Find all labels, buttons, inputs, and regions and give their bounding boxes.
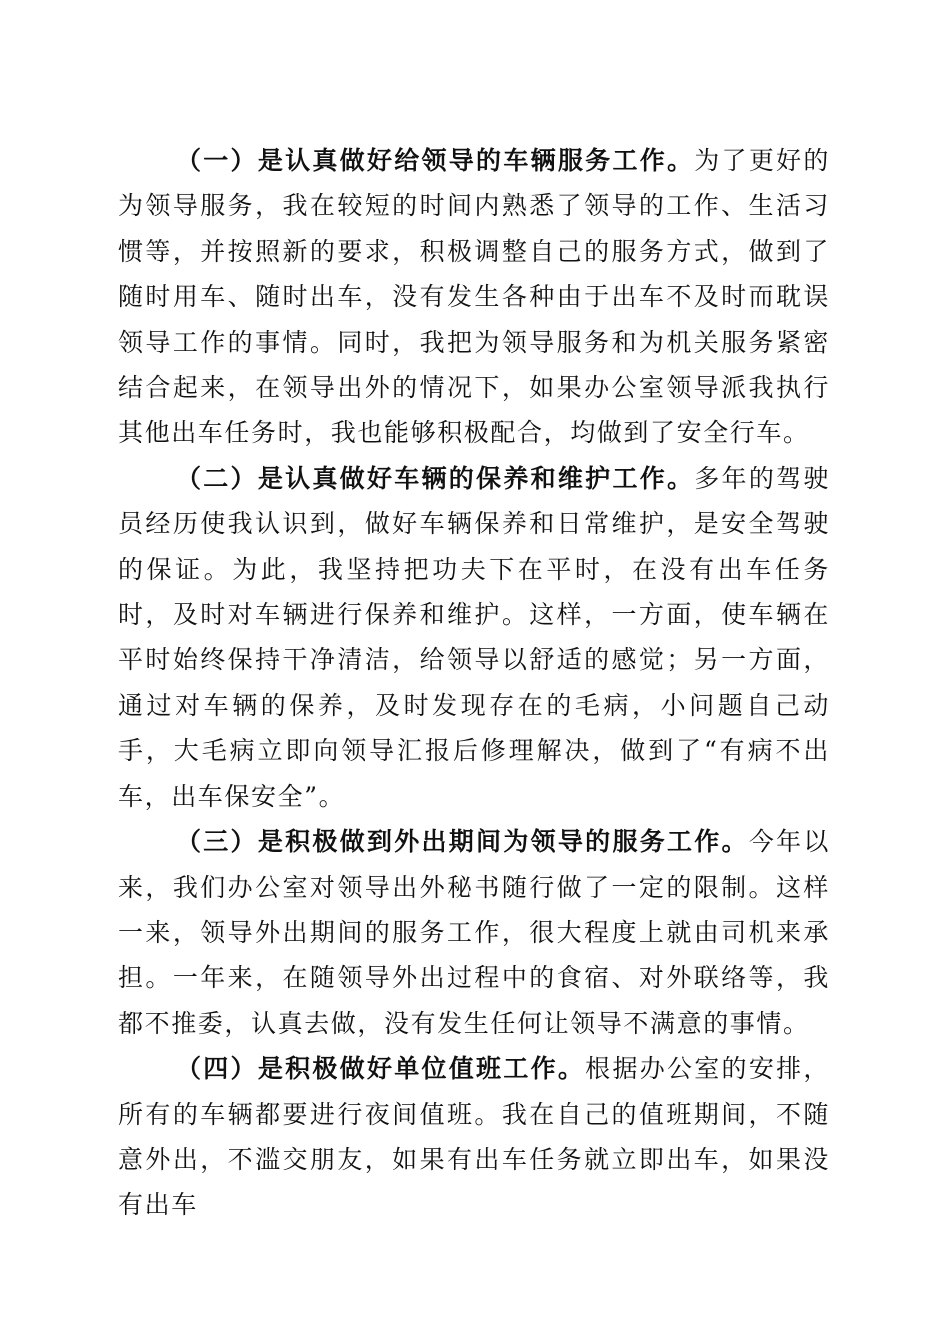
paragraph-4 [118,1046,830,1228]
document-body [118,138,830,1228]
paragraph-3-text: 今年以来，我们办公室对领导出外秘书随行做了一定的限制。这样一来，领导外出期间的服务工作，很大程度上就由司机来承担。一年来，在随领导外出过程中的食宿、对外联络等，我都不推委，认真去做，没有发生任何让领导不满意的事情。 [118,827,830,1038]
paragraph-1-heading: （一）是认真做好给领导的车辆服务工作。 [176,146,695,175]
paragraph-4-text: 根据办公室的安排，所有的车辆都要进行夜间值班。我在自己的值班期间，不随意外出，不滥交朋友，如果有出车任务就立即出车，如果没有出车 [118,1054,830,1220]
paragraph-2-heading: （二）是认真做好车辆的保养和维护工作。 [176,463,695,493]
paragraph-2 [118,456,830,819]
paragraph-1-text: 为了更好的为领导服务，我在较短的时间内熟悉了领导的工作、生活习惯等，并按照新的要求，积极调整自己的服务方式，做到了随时用车、随时出车，没有发生各种由于出车不及时而耽误领导工作的事情。同时，我把为领导服务和为机关服务紧密结合起来，在领导出外的情况下，如果办公室领导派我执行其他出车任务时，我也能够积极配合，均做到了安全行车。 [118,146,830,448]
paragraph-4-heading: （四）是积极做好单位值班工作。 [176,1054,586,1084]
paragraph-3-heading: （三）是积极做到外出期间为领导的服务工作。 [176,827,749,857]
paragraph-3 [118,819,830,1046]
paragraph-2-text: 多年的驾驶员经历使我认识到，做好车辆保养和日常维护，是安全驾驶的保证。为此，我坚持把功夫下在平时，在没有出车任务时，及时对车辆进行保养和维护。这样，一方面，使车辆在平时始终保持干净清洁，给领导以舒适的感觉；另一方面，通过对车辆的保养，及时发现存在的毛病，小问题自己动手，大毛病立即向领导汇报后修理解决，做到了“有病不出车，出车保安全”。 [118,463,830,811]
paragraph-1 [118,138,830,456]
